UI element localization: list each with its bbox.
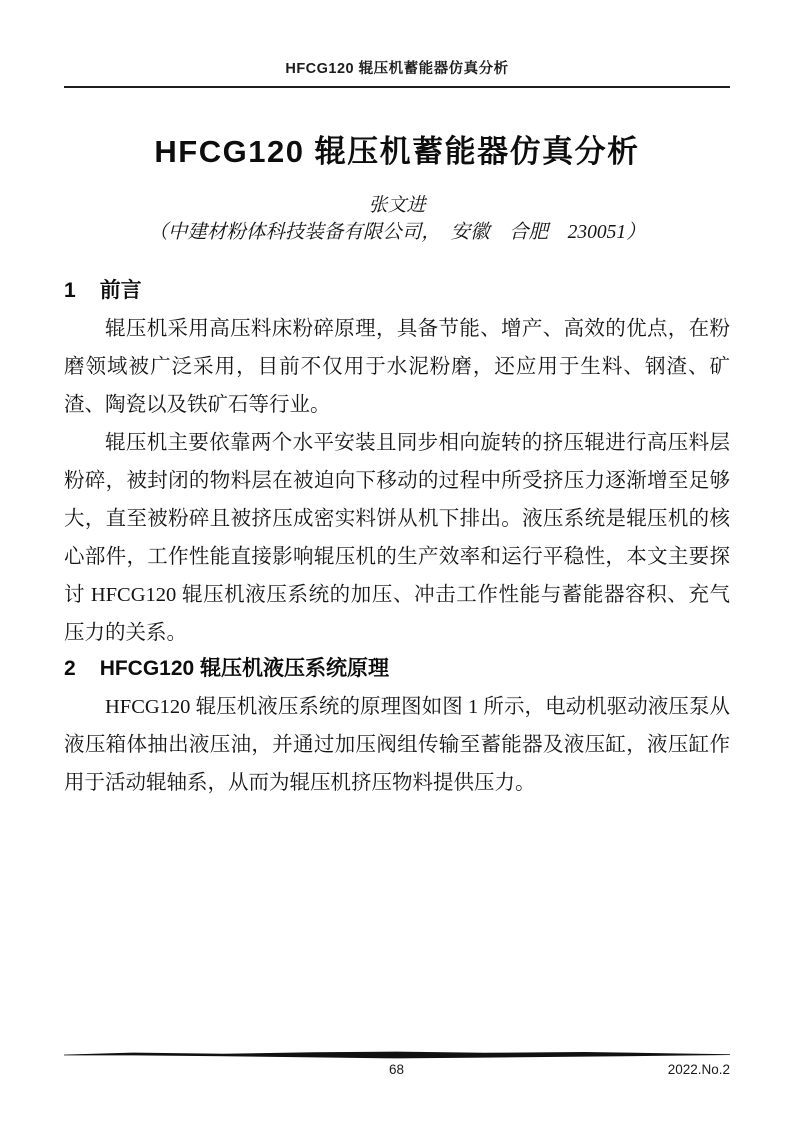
section-1-paragraph-2: 辊压机主要依靠两个水平安装且同步相向旋转的挤压辊进行高压料层粉碎，被封闭的物料层在被迫向下移动的过程中所受挤压力逐渐增至足够大，直至被粉碎且被挤压成密实料饼从机下排出。液压系统是辊压机的核心部件，工作性能直接影响辊压机的生产效率和运行平稳性，本文主要探讨 HFCG120 辊压机液压系统的加压、冲击工作性能与蓄能器容积、充气压力的关系。 bbox=[64, 432, 730, 644]
page-number: 68 bbox=[388, 1062, 405, 1077]
author-name: 张文进 bbox=[368, 195, 426, 216]
page-content bbox=[64, 0, 730, 802]
section-2-heading bbox=[64, 656, 730, 682]
section-1-title: 前言 bbox=[99, 279, 142, 302]
section-2-paragraph-1: HFCG120 辊压机液压系统的原理图如图 1 所示，电动机驱动液压泵从液压箱体抽出液压油，并通过加压阀组传输至蓄能器及液压缸，液压缸作用于活动辊轴系，从而为辊压机挤压物料提供压力。 bbox=[64, 696, 730, 794]
journal-issue-label: 2022.No.2 bbox=[667, 1062, 730, 1077]
section-1-paragraph-1: 辊压机采用高压料床粉碎原理，具备节能、增产、高效的优点，在粉磨领域被广泛采用，目前不仅用于水泥粉磨，还应用于生料、钢渣、矿渣、陶瓷以及铁矿石等行业。 bbox=[64, 318, 730, 416]
author-affiliation: （中建材粉体科技装备有限公司， 安徽 合肥 230051） bbox=[148, 222, 646, 243]
running-header-title: HFCG120 辊压机蓄能器仿真分析 bbox=[285, 61, 509, 77]
footer-decorative-rule bbox=[64, 1051, 730, 1060]
article-title: HFCG120 辊压机蓄能器仿真分析 bbox=[154, 134, 640, 169]
section-2-number: 2 bbox=[64, 657, 76, 680]
section-2-title: HFCG120 辊压机液压系统原理 bbox=[99, 657, 390, 680]
header-rule bbox=[64, 86, 730, 88]
section-1-heading bbox=[64, 278, 730, 304]
section-1-number: 1 bbox=[64, 279, 76, 302]
